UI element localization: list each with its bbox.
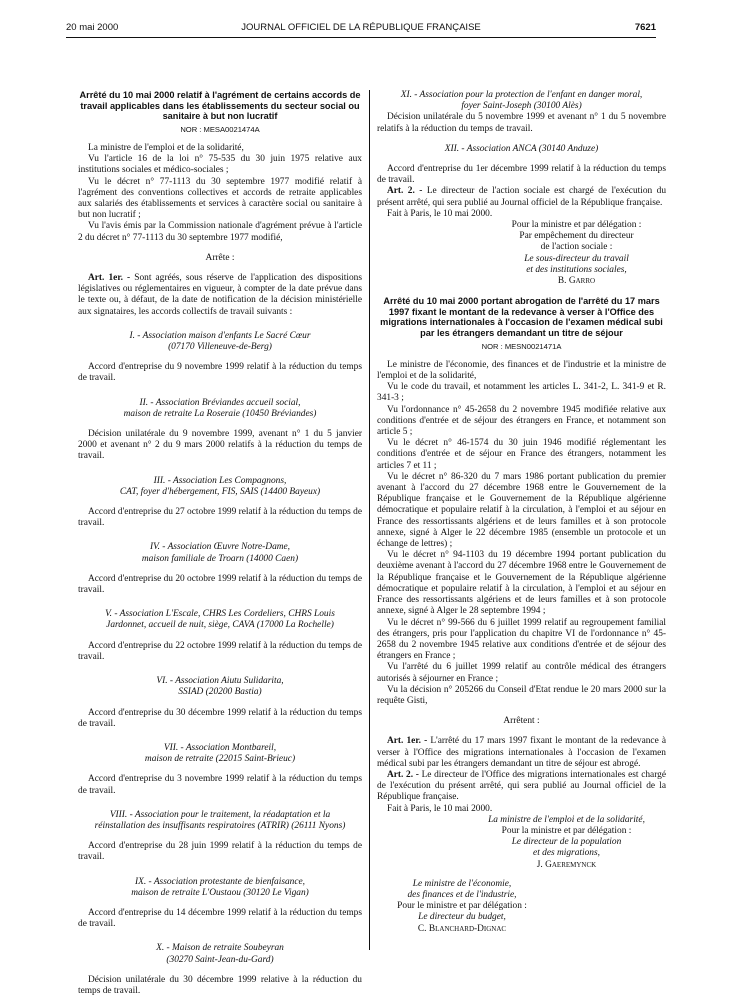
item-heading: II. - Association Bréviandes accueil social, bbox=[139, 397, 301, 408]
paragraph: Vu la décision n° 205266 du Conseil d'Etat rendue le 20 mars 2000 sur la requête Gisti, bbox=[377, 684, 666, 706]
paragraph: Vu le décret n° 94-1103 du 19 décembre 1994 portant publication du deuxième avenant à l'accord du 27 décembre 1968 entre le Gouvernement de la République française et le Gouvernement de la République algérienne démocratique et populaire relatif à la circulation, à l'emploi et au séjour en France des ressortissants algériens et de leurs familles et à son protocole annexe, signé à Alger le 28 septembre 1994 ; bbox=[377, 550, 666, 617]
paragraph: Vu le décret n° 46-1574 du 30 juin 1946 modifié réglementant les conditions d'entrée et de séjour en France des étrangers, notamment les articles 7 et 11 ; bbox=[377, 438, 666, 471]
signature-line: Par empêchement du directeur bbox=[519, 231, 634, 242]
item-text: Décision unilatérale du 30 décembre 1999 relative à la réduction du temps de travail. bbox=[78, 974, 362, 996]
signature-block-1 bbox=[377, 220, 666, 287]
item-heading: (30270 Saint-Jean-du-Gard) bbox=[166, 954, 274, 965]
article-text: Sont agréés, sous réserve de l'application des dispositions législatives ou réglementaires en vigueur, à compter de la date prévue dans le texte ou, à défaut, de la date de notification de la décision ministérielle aux signataires, les accords collectifs de travail suivants : bbox=[78, 273, 363, 317]
page-header bbox=[66, 22, 656, 36]
item-text: Accord d'entreprise du 27 octobre 1999 relatif à la réduction du temps de travail. bbox=[78, 507, 362, 529]
item-heading: SSIAD (20200 Bastia) bbox=[178, 687, 262, 698]
signature-block-2 bbox=[377, 815, 666, 871]
arrete-heading: Arrête : bbox=[205, 252, 235, 263]
item-text: Accord d'entreprise du 9 novembre 1999 relatif à la réduction du temps de travail. bbox=[78, 362, 362, 384]
article-2 bbox=[377, 186, 666, 208]
item-heading: CAT, foyer d'hébergement, FIS, SAIS (14400 Bayeux) bbox=[119, 486, 321, 497]
signature-line: et des migrations, bbox=[533, 848, 600, 859]
paragraph: La ministre de l'emploi et de la solidarité, bbox=[88, 142, 244, 153]
item-text: Accord d'entreprise du 28 juin 1999 relatif à la réduction du temps de travail. bbox=[78, 841, 362, 863]
paragraph: Vu l'article 16 de la loi n° 75-535 du 30 juin 1975 relative aux institutions sociales et médico-sociales ; bbox=[78, 154, 362, 176]
article-label: Art. 2. - bbox=[387, 769, 419, 780]
item-heading: foyer Saint-Joseph (30100 Alès) bbox=[461, 101, 582, 112]
issue-date: 20 mai 2000 bbox=[66, 22, 119, 33]
article-label: Art. 2. - bbox=[387, 186, 423, 197]
signature-line: Pour le ministre et par délégation : bbox=[397, 901, 527, 912]
item-heading: XII. - Association ANCA (30140 Anduze) bbox=[444, 143, 599, 154]
item-heading: III. - Association Les Compagnons, bbox=[153, 475, 287, 486]
left-column bbox=[78, 90, 362, 997]
article-1b bbox=[377, 736, 666, 770]
item-heading: maison familiale de Troarn (14000 Caen) bbox=[141, 553, 299, 564]
decree-title-2: Arrêté du 10 mai 2000 portant abrogation de l'arrêté du 17 mars 1997 fixant le montant de la redevance à verser à l'Office des migrations internationales à l'occasion de l'examen médical subi par les étrangers demandant un titre de séjour bbox=[380, 296, 663, 339]
paragraph: Vu le décret n° 86-320 du 7 mars 1986 portant publication du premier avenant à l'accord du 27 décembre 1968 entre le Gouvernement de la République française et le Gouvernement de la République algérienne démocratique et populaire relatif à la circulation, à l'emploi et au séjour en France des ressortissants algériens et de leurs familles et à son protocole annexe, signé à Alger le 22 décembre 1985 (ensemble un protocole et un échange de lettres) ; bbox=[377, 471, 666, 550]
signature-line: Pour la ministre et par délégation : bbox=[501, 825, 632, 836]
article-label: Art. 1er. - bbox=[387, 736, 428, 747]
item-heading: maison de retraite La Roseraie (10450 Bréviandes) bbox=[123, 408, 317, 419]
column-divider bbox=[369, 90, 370, 950]
nor-reference-2: NOR : MESN0021471A bbox=[481, 341, 562, 351]
signature-line: des finances et de l'industrie, bbox=[407, 889, 517, 900]
item-heading: VI. - Association Aiutu Sulidarita, bbox=[156, 676, 284, 687]
signature-line: Le directeur de la population bbox=[511, 837, 622, 848]
signature-line: Le directeur du budget, bbox=[418, 912, 506, 923]
signature-line: Pour la ministre et par délégation : bbox=[511, 220, 642, 231]
page-number: 7621 bbox=[634, 22, 656, 33]
item-heading: maison de retraite (22015 Saint-Brieuc) bbox=[144, 754, 296, 765]
paragraph: Vu le décret n° 77-1113 du 30 septembre 1977 modifié relatif à l'agrément des conventions collectives et accords de retraite applicables aux salariés des établissements et services à caractère social ou sanitaire à but non lucratif ; bbox=[78, 176, 362, 221]
item-heading: maison de retraite L'Oustaou (30120 Le Vigan) bbox=[131, 887, 309, 898]
item-text: Accord d'entreprise du 20 octobre 1999 relatif à la réduction du temps de travail. bbox=[78, 573, 362, 596]
item-text: Décision unilatérale du 9 novembre 1999, avenant n° 1 du 5 janvier 2000 et avenant n° 2 du 9 mars 2000 relatifs à la réduction du temps de travail. bbox=[78, 429, 362, 462]
signature-line: de l'action sociale : bbox=[540, 242, 613, 253]
item-heading: I. - Association maison d'enfants Le Sacré Cœur bbox=[129, 330, 311, 341]
paragraph: Vu l'arrêté du 6 juillet 1999 relatif au contrôle médical des étrangers autorisés à séjourner en France ; bbox=[377, 662, 666, 684]
article-label: Art. 1er. - bbox=[88, 273, 131, 284]
header-rule bbox=[66, 37, 656, 38]
right-column bbox=[377, 90, 666, 935]
item-heading: VII. - Association Montbareil, bbox=[163, 742, 277, 753]
item-heading: XI. - Association pour la protection de l'enfant en danger moral, bbox=[400, 90, 643, 100]
paragraph: Vu l'avis émis par la Commission nationale d'agrément prévue à l'article 2 du décret n° 77-1113 du 30 septembre 1977 modifié, bbox=[78, 221, 362, 243]
item-heading: V. - Association L'Escale, CHRS Les Cordeliers, CHRS Louis bbox=[105, 609, 335, 620]
arretent-heading: Arrêtent : bbox=[503, 716, 540, 727]
article-2b bbox=[377, 770, 666, 804]
signature-line: et des institutions sociales, bbox=[526, 264, 627, 275]
article-text: Le directeur de l'action sociale est chargé de l'exécution du présent arrêté, qui sera publié au Journal officiel de la République française. bbox=[377, 186, 667, 208]
journal-title: JOURNAL OFFICIEL DE LA RÉPUBLIQUE FRANÇAISE bbox=[241, 22, 481, 33]
item-text: Accord d'entreprise du 14 décembre 1999 relatif à la réduction du temps de travail. bbox=[78, 907, 362, 930]
nor-reference: NOR : MESA0021474A bbox=[180, 124, 260, 134]
article-text: Le directeur de l'Office des migrations internationales est chargé de l'exécution du présent arrêté, qui sera publié au Journal officiel de la République française. bbox=[377, 769, 667, 803]
paragraph: Vu le décret n° 99-566 du 6 juillet 1999 relatif au regroupement familial des étrangers, pris pour l'application du chapitre VI de l'ordonnance n° 45-2658 du 2 novembre 1945 relative aux conditions d'entrée et de séjour des étrangers en France ; bbox=[377, 617, 666, 662]
item-text: Décision unilatérale du 5 novembre 1999 et avenant n° 1 du 5 novembre relatifs à la réduction du temps de travail. bbox=[377, 112, 666, 134]
signature-date: Fait à Paris, le 10 mai 2000. bbox=[387, 208, 493, 219]
item-text: Accord d'entreprise du 22 octobre 1999 relatif à la réduction du temps de travail. bbox=[78, 640, 362, 662]
article-text: L'arrêté du 17 mars 1997 fixant le montant de la redevance à verser à l'Office des migrations internationales à l'occasion de l'examen médical subi par les étrangers demandant un titre de séjour est abrogé. bbox=[377, 736, 667, 769]
paragraph: Vu l'ordonnance n° 45-2658 du 2 novembre 1945 modifiée relative aux conditions d'entrée et de séjour des étrangers en France, et notamment son article 5 ; bbox=[377, 404, 666, 438]
item-text: Accord d'entreprise du 1er décembre 1999 relatif à la réduction du temps de travail. bbox=[377, 164, 666, 186]
signatory-name: C. Blanchard-Dignac bbox=[417, 923, 507, 934]
signature-line: Le sous-directeur du travail bbox=[524, 253, 629, 264]
signatory-name: J. Gaeremynck bbox=[536, 859, 597, 870]
item-text: Accord d'entreprise du 30 décembre 1999 relatif à la réduction du temps de travail. bbox=[78, 707, 362, 729]
item-heading: IV. - Association Œuvre Notre-Dame, bbox=[149, 542, 291, 553]
signatory-name: B. Garro bbox=[557, 276, 596, 287]
item-heading: IX. - Association protestante de bienfaisance, bbox=[134, 876, 306, 887]
signature-date: Fait à Paris, le 10 mai 2000. bbox=[387, 803, 493, 814]
item-heading: X. - Maison de retraite Soubeyran bbox=[156, 943, 284, 954]
item-heading: VIII. - Association pour le traitement, la réadaptation et la bbox=[109, 809, 331, 820]
item-heading: réinstallation des insuffisants respiratoires (ATRIR) (26111 Nyons) bbox=[94, 820, 346, 831]
signature-line: Le ministre de l'économie, bbox=[412, 878, 512, 889]
item-heading: (07170 Villeneuve-de-Berg) bbox=[168, 342, 272, 353]
signature-block-3 bbox=[377, 879, 547, 935]
decree-title: Arrêté du 10 mai 2000 relatif à l'agrément de certains accords de travail applicables dans les établissements du secteur social ou sanitaire à but non lucratif bbox=[79, 90, 361, 122]
paragraph: Le ministre de l'économie, des finances et de l'industrie et la ministre de l'emploi et de la solidarité, bbox=[377, 359, 666, 382]
item-heading: Jardonnet, accueil de nuit, siège, CAVA (17000 La Rochelle) bbox=[106, 620, 334, 631]
signature-line: La ministre de l'emploi et de la solidarité, bbox=[488, 814, 645, 825]
item-text: Accord d'entreprise du 3 novembre 1999 relatif à la réduction du temps de travail. bbox=[78, 774, 362, 796]
paragraph: Vu le code du travail, et notamment les articles L. 341-2, L. 341-9 et R. 341-3 ; bbox=[377, 382, 666, 404]
article-1 bbox=[78, 273, 362, 318]
